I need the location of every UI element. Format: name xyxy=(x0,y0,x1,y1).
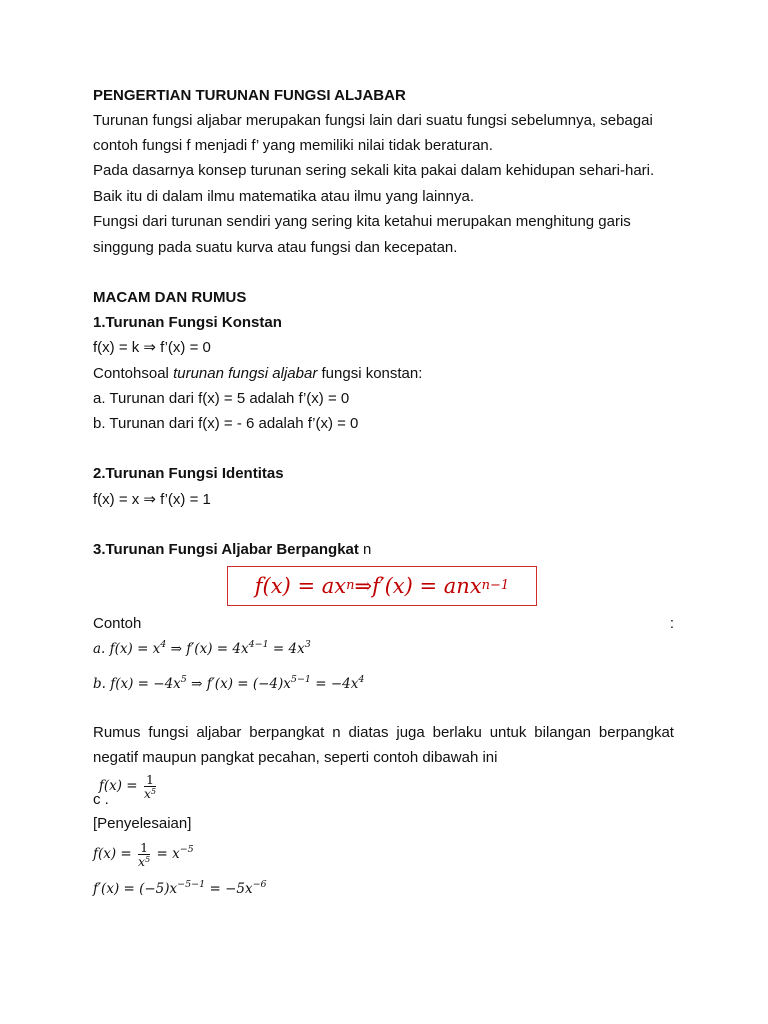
contoh-label: Contoh xyxy=(93,615,142,632)
math-exponent: 4 xyxy=(160,639,167,650)
word: n xyxy=(332,724,341,741)
word: untuk xyxy=(489,724,527,741)
berpangkat-heading-text: 3.Turunan Fungsi Aljabar Berpangkat xyxy=(93,541,359,558)
konstan-heading: 1.Turunan Fungsi Konstan xyxy=(93,314,282,331)
berpangkat-heading xyxy=(93,540,371,560)
example-label: b. xyxy=(93,676,111,692)
example-emphasis: turunan fungsi aljabar xyxy=(173,365,318,382)
solution-step-2 xyxy=(93,879,267,899)
fraction-denominator xyxy=(144,787,156,800)
word: fungsi xyxy=(148,724,189,741)
example-prefix: Contohsoal xyxy=(93,365,174,382)
example-suffix: fungsi konstan: xyxy=(317,365,423,382)
math-part: f(x) = −4x xyxy=(110,676,181,692)
math-exponent: 4−1 xyxy=(248,639,269,650)
word: aljabar xyxy=(196,724,242,741)
math-exponent: −5 xyxy=(179,844,194,855)
konstan-rule: f(x) = k ⇒ f’(x) = 0 xyxy=(93,339,211,356)
solution-step-1 xyxy=(93,840,194,868)
math-part: = x xyxy=(152,846,180,862)
math-part: f′(x) = (−4)x xyxy=(206,676,291,692)
word: Rumus xyxy=(93,724,141,741)
formula-arrow: ⇒ xyxy=(354,574,373,598)
math-part: x xyxy=(143,786,151,801)
math-part: f(x) = xyxy=(93,846,137,862)
math-exponent: 5 xyxy=(145,855,151,864)
math-exponent: 5 xyxy=(180,674,187,685)
math-exponent: −6 xyxy=(252,879,267,890)
math-arrow: ⇒ xyxy=(186,676,207,692)
intro-line: Pada dasarnya konsep turunan sering sekali kita pakai dalam kehidupan sehari-hari. xyxy=(93,162,655,179)
konstan-example-b: b. Turunan dari f(x) = - 6 adalah f’(x) = 0 xyxy=(93,415,359,432)
example-a-formula xyxy=(93,639,311,659)
math-part: = −5x xyxy=(205,881,253,897)
berpangkat-heading-n: n xyxy=(358,541,372,558)
formula-lhs: f(x) = ax xyxy=(254,574,347,598)
math-exponent: 4 xyxy=(358,674,365,685)
intro-line: Turunan fungsi aljabar merupakan fungsi lain dari suatu fungsi sebelumnya, sebagai xyxy=(93,112,653,129)
power-rule-formula: f(x) = ax n ⇒ f′(x) = anx n−1 xyxy=(227,566,537,606)
math-part: = 4x xyxy=(268,641,305,657)
negatif-line-1 xyxy=(93,723,674,743)
fraction-numerator: 1 xyxy=(145,772,154,787)
word: juga xyxy=(396,724,425,741)
fraction xyxy=(138,841,150,868)
intro-line: Fungsi dari turunan sendiri yang sering kita ketahui merupakan menghitung garis xyxy=(93,213,631,230)
konstan-example-intro xyxy=(93,364,422,384)
example-c xyxy=(93,772,158,814)
page-title: PENGERTIAN TURUNAN FUNGSI ALJABAR xyxy=(93,87,406,104)
math-exponent: −5−1 xyxy=(177,879,206,890)
math-arrow: ⇒ xyxy=(166,641,187,657)
fraction-numerator: 1 xyxy=(140,840,149,855)
word: berpangkat xyxy=(249,724,325,741)
math-part: x xyxy=(138,854,146,869)
word: berlaku xyxy=(432,724,482,741)
math-part: = −4x xyxy=(310,676,359,692)
example-label: a. xyxy=(93,641,110,657)
identitas-rule: f(x) = x ⇒ f’(x) = 1 xyxy=(93,491,211,508)
fraction xyxy=(144,773,156,800)
solution-label: [Penyelesaian] xyxy=(93,815,192,832)
intro-line: contoh fungsi f menjadi f’ yang memiliki nilai tidak beraturan. xyxy=(93,137,493,154)
example-c-label: c . xyxy=(93,791,109,808)
math-exponent: 3 xyxy=(304,639,311,650)
fraction-denominator xyxy=(138,855,150,868)
example-c-formula xyxy=(98,772,158,801)
math-exponent: 5−1 xyxy=(290,674,311,685)
math-part: f(x) = xyxy=(98,778,142,794)
formula-rhs: f′(x) = anx xyxy=(372,574,482,598)
identitas-heading: 2.Turunan Fungsi Identitas xyxy=(93,465,284,482)
word: berpangkat xyxy=(598,724,674,741)
intro-line: Baik itu di dalam ilmu matematika atau ilmu yang lainnya. xyxy=(93,188,475,205)
word: bilangan xyxy=(534,724,592,741)
math-exponent: 5 xyxy=(150,787,157,796)
example-b-formula xyxy=(93,674,364,694)
konstan-example-a: a. Turunan dari f(x) = 5 adalah f’(x) = 0 xyxy=(93,390,350,407)
math-part: f′(x) = (−5)x xyxy=(93,881,178,897)
section-title: MACAM DAN RUMUS xyxy=(93,289,247,306)
negatif-line-2: negatif maupun pangkat pecahan, seperti contoh dibawah ini xyxy=(93,749,498,766)
math-part: f(x) = x xyxy=(109,641,161,657)
contoh-colon: : xyxy=(669,615,674,632)
math-part: f′(x) = 4x xyxy=(186,641,249,657)
word: diatas xyxy=(348,724,389,741)
contoh-line xyxy=(93,614,674,634)
intro-line: singgung pada suatu kurva atau fungsi dan kecepatan. xyxy=(93,239,458,256)
